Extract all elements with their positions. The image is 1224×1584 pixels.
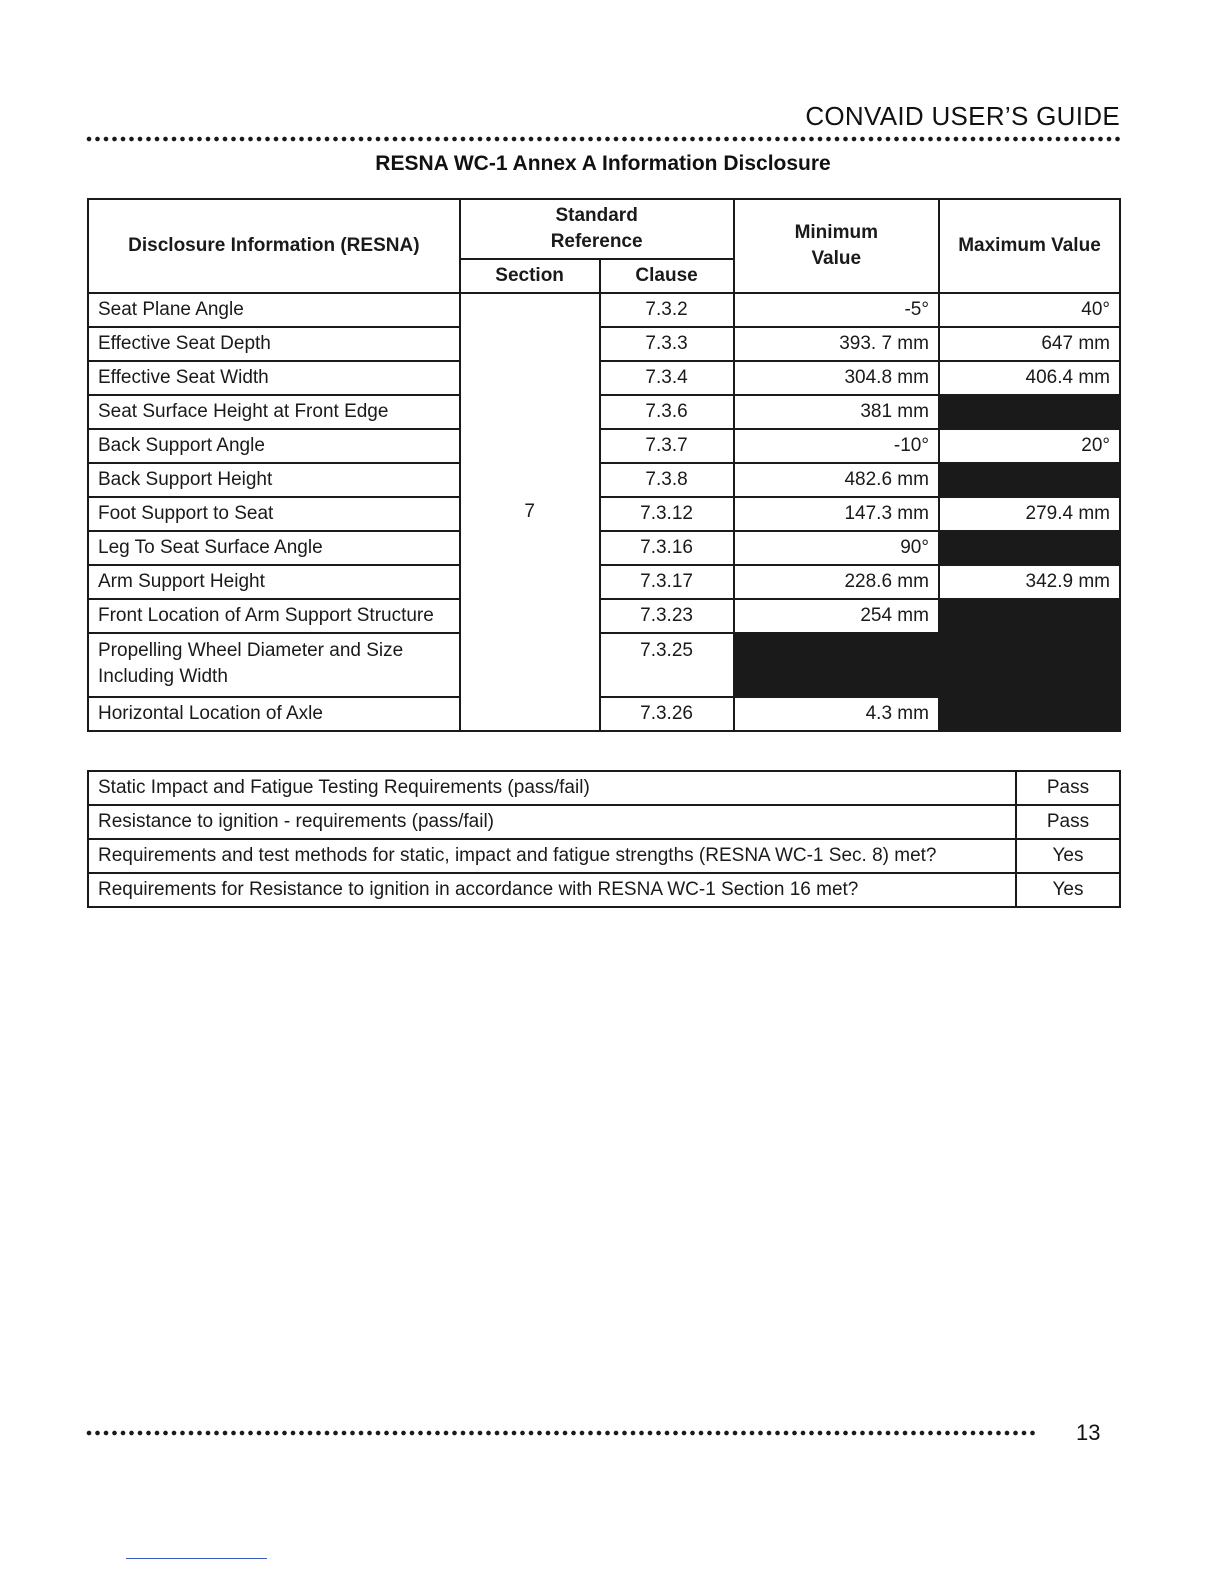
table-header-row (88, 199, 1120, 259)
table-row (88, 771, 1120, 805)
requirements-table (87, 770, 1121, 908)
table-row (88, 873, 1120, 907)
row-max-value: 40° (939, 293, 1120, 327)
row-max-value: 406.4 mm (939, 361, 1120, 395)
header-clause: Clause (600, 259, 734, 293)
row-min-value: 4.3 mm (734, 697, 939, 731)
row-min-value: 381 mm (734, 395, 939, 429)
row-max-value: 279.4 mm (939, 497, 1120, 531)
row-clause: 7.3.17 (600, 565, 734, 599)
table-row (88, 599, 1120, 633)
requirement-label: Requirements for Resistance to ignition in accordance with RESNA WC-1 Section 16 met? (88, 873, 1016, 907)
disclosure-table (87, 198, 1121, 732)
row-min-value: 147.3 mm (734, 497, 939, 531)
row-clause: 7.3.25 (600, 633, 734, 697)
table-row (88, 531, 1120, 565)
table-row (88, 361, 1120, 395)
row-min-value: -5° (734, 293, 939, 327)
row-label: Effective Seat Width (88, 361, 460, 395)
document-header-title: CONVAID USER’S GUIDE (805, 101, 1120, 131)
header-disclosure: Disclosure Information (RESNA) (88, 199, 460, 293)
row-clause: 7.3.4 (600, 361, 734, 395)
row-max-value: 20° (939, 429, 1120, 463)
row-clause: 7.3.7 (600, 429, 734, 463)
row-min-value: 254 mm (734, 599, 939, 633)
row-label: Seat Surface Height at Front Edge (88, 395, 460, 429)
table-row (88, 327, 1120, 361)
row-label: Back Support Height (88, 463, 460, 497)
header-dotted-divider (86, 136, 1122, 142)
table-row (88, 497, 1120, 531)
requirement-label: Resistance to ignition - requirements (pass/fail) (88, 805, 1016, 839)
header-section: Section (460, 259, 600, 293)
requirement-result: Pass (1016, 805, 1120, 839)
row-min-value: 90° (734, 531, 939, 565)
row-label: Front Location of Arm Support Structure (88, 599, 460, 633)
row-label: Back Support Angle (88, 429, 460, 463)
table-row (88, 805, 1120, 839)
table-row (88, 429, 1120, 463)
table-row (88, 565, 1120, 599)
row-clause: 7.3.3 (600, 327, 734, 361)
row-label: Leg To Seat Surface Angle (88, 531, 460, 565)
row-label: Horizontal Location of Axle (88, 697, 460, 731)
row-max-value: 647 mm (939, 327, 1120, 361)
row-min-value: -10° (734, 429, 939, 463)
section-title: RESNA WC-1 Annex A Information Disclosure (375, 152, 831, 175)
row-label: Seat Plane Angle (88, 293, 460, 327)
row-min-value: 482.6 mm (734, 463, 939, 497)
table-row (88, 839, 1120, 873)
row-min-value: 393. 7 mm (734, 327, 939, 361)
page-number: 13 (1076, 1420, 1101, 1445)
row-clause: 7.3.26 (600, 697, 734, 731)
requirement-result: Yes (1016, 839, 1120, 873)
row-clause: 7.3.6 (600, 395, 734, 429)
table-row (88, 395, 1120, 429)
row-clause: 7.3.8 (600, 463, 734, 497)
header-minimum-value: Minimum Value (734, 199, 939, 293)
row-clause: 7.3.2 (600, 293, 734, 327)
header-standard-reference: Standard Reference (460, 199, 734, 259)
footer-line (126, 1558, 267, 1559)
redacted-cell (939, 395, 1120, 429)
row-label: Arm Support Height (88, 565, 460, 599)
redacted-cell (939, 599, 1120, 731)
row-label: Propelling Wheel Diameter and Size Including Width (88, 633, 460, 697)
redacted-cell (734, 633, 939, 697)
row-min-value: 228.6 mm (734, 565, 939, 599)
table-row (88, 293, 1120, 327)
row-max-value: 342.9 mm (939, 565, 1120, 599)
row-min-value: 304.8 mm (734, 361, 939, 395)
footer-dotted-divider (86, 1430, 1036, 1436)
redacted-cell (939, 463, 1120, 497)
row-clause: 7.3.12 (600, 497, 734, 531)
row-label: Foot Support to Seat (88, 497, 460, 531)
requirement-result: Pass (1016, 771, 1120, 805)
row-clause: 7.3.23 (600, 599, 734, 633)
requirement-label: Static Impact and Fatigue Testing Requirements (pass/fail) (88, 771, 1016, 805)
row-label: Effective Seat Depth (88, 327, 460, 361)
table-row (88, 463, 1120, 497)
header-maximum-value: Maximum Value (939, 199, 1120, 293)
redacted-cell (939, 531, 1120, 565)
requirement-label: Requirements and test methods for static, impact and fatigue strengths (RESNA WC-1 Sec. 8) met? (88, 839, 1016, 873)
section-value: 7 (460, 293, 600, 731)
requirement-result: Yes (1016, 873, 1120, 907)
row-clause: 7.3.16 (600, 531, 734, 565)
